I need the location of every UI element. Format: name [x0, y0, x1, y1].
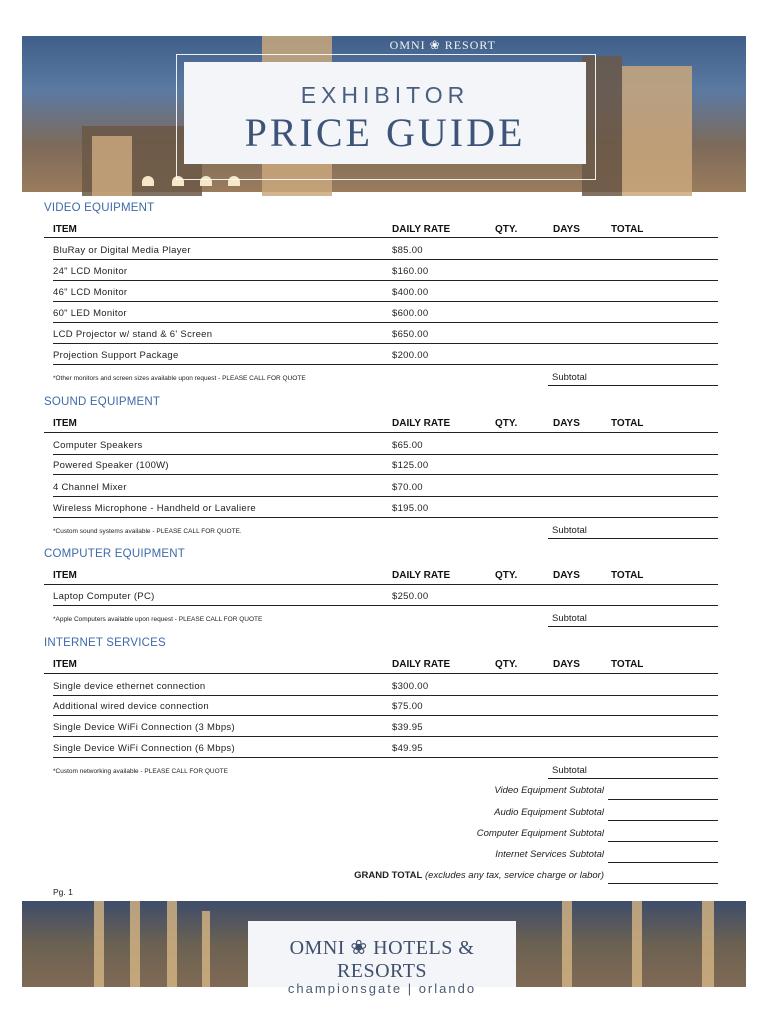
row-rule: [53, 695, 718, 696]
title-box: [184, 62, 586, 164]
item-rate: $650.00: [392, 329, 429, 340]
computer-subtotal-field[interactable]: [608, 841, 718, 842]
col-days: DAYS: [553, 659, 580, 670]
row-rule: [53, 364, 718, 365]
section-note: *Apple Computers available upon request - PLEASE CALL FOR QUOTE: [53, 616, 263, 623]
footer-logo-box: [248, 921, 516, 996]
col-daily-rate: DAILY RATE: [392, 659, 451, 670]
omni-resort-sign: OMNI ❀ RESORT: [389, 38, 496, 52]
section-note: *Custom networking available - PLEASE CALL FOR QUOTE: [53, 768, 228, 775]
item-rate: $250.00: [392, 591, 429, 602]
footer-location: championsgate | orlando: [287, 981, 477, 996]
audio-subtotal-field[interactable]: [608, 820, 718, 821]
row-rule: [53, 259, 718, 260]
col-total: TOTAL: [611, 659, 644, 670]
item-rate: $200.00: [392, 350, 429, 361]
grand-total-field[interactable]: [608, 883, 718, 884]
col-qty: QTY.: [495, 570, 518, 581]
row-rule: [53, 757, 718, 758]
col-daily-rate: DAILY RATE: [392, 570, 451, 581]
col-daily-rate: DAILY RATE: [392, 224, 451, 235]
col-daily-rate: DAILY RATE: [392, 418, 451, 429]
row-rule: [53, 454, 718, 455]
video-subtotal-label: Video Equipment Subtotal: [494, 785, 604, 796]
subtotal-field[interactable]: [548, 538, 718, 539]
item-rate: $600.00: [392, 308, 429, 319]
item-rate: $195.00: [392, 503, 429, 514]
section-title-internet: INTERNET SERVICES: [44, 637, 166, 649]
subtotal-label: Subtotal: [552, 613, 587, 624]
footer-banner: [22, 901, 746, 996]
section-title-video: VIDEO EQUIPMENT: [44, 202, 155, 214]
subtotal-label: Subtotal: [552, 765, 587, 776]
col-total: TOTAL: [611, 224, 644, 235]
col-item: ITEM: [53, 659, 77, 670]
grand-total-note: (excludes any tax, service charge or labor): [425, 870, 604, 881]
section-note: *Other monitors and screen sizes available upon request - PLEASE CALL FOR QUOTE: [53, 375, 306, 382]
section-note: *Custom sound systems available - PLEASE CALL FOR QUOTE.: [53, 528, 242, 535]
row-rule: [53, 474, 718, 475]
col-item: ITEM: [53, 418, 77, 429]
col-qty: QTY.: [495, 224, 518, 235]
header-banner: [22, 36, 746, 192]
item-rate: $85.00: [392, 245, 423, 256]
subtotal-label: Subtotal: [552, 372, 587, 383]
item-rate: $70.00: [392, 482, 423, 493]
row-rule: [53, 301, 718, 302]
item-name: Single Device WiFi Connection (6 Mbps): [53, 743, 235, 754]
item-name: 46" LCD Monitor: [53, 287, 128, 298]
item-name: Computer Speakers: [53, 440, 143, 451]
grand-total-title: GRAND TOTAL: [354, 870, 423, 881]
item-name: Wireless Microphone - Handheld or Lavaliere: [53, 503, 256, 514]
row-rule: [53, 496, 718, 497]
item-rate: $75.00: [392, 701, 423, 712]
subtotal-label: Subtotal: [552, 525, 587, 536]
section-title-sound: SOUND EQUIPMENT: [44, 396, 161, 408]
item-rate: $125.00: [392, 460, 429, 471]
row-rule: [53, 322, 718, 323]
item-rate: $300.00: [392, 681, 429, 692]
col-days: DAYS: [553, 224, 580, 235]
item-name: Single device ethernet connection: [53, 681, 206, 692]
col-item: ITEM: [53, 570, 77, 581]
item-name: 24" LCD Monitor: [53, 266, 128, 277]
header-rule: [44, 237, 718, 238]
item-rate: $39.95: [392, 722, 423, 733]
col-days: DAYS: [553, 570, 580, 581]
internet-subtotal-label: Internet Services Subtotal: [495, 849, 604, 860]
col-qty: QTY.: [495, 659, 518, 670]
row-rule: [53, 343, 718, 344]
item-name: LCD Projector w/ stand & 6' Screen: [53, 329, 213, 340]
item-rate: $400.00: [392, 287, 429, 298]
item-rate: $49.95: [392, 743, 423, 754]
item-name: 60" LED Monitor: [53, 308, 127, 319]
row-rule: [53, 715, 718, 716]
item-name: Powered Speaker (100W): [53, 460, 169, 471]
col-days: DAYS: [553, 418, 580, 429]
footer-brand: OMNI ❀ HOTELS & RESORTS: [289, 937, 475, 982]
subtotal-field[interactable]: [548, 778, 718, 779]
item-name: Laptop Computer (PC): [53, 591, 155, 602]
title-exhibitor: EXHIBITOR: [300, 82, 470, 108]
row-rule: [53, 517, 718, 518]
item-name: BluRay or Digital Media Player: [53, 245, 191, 256]
item-name: Additional wired device connection: [53, 701, 209, 712]
page-number: Pg. 1: [53, 887, 73, 897]
section-title-computer: COMPUTER EQUIPMENT: [44, 548, 185, 560]
item-rate: $65.00: [392, 440, 423, 451]
computer-subtotal-label: Computer Equipment Subtotal: [476, 828, 604, 839]
header-rule: [44, 584, 718, 585]
audio-subtotal-label: Audio Equipment Subtotal: [494, 807, 604, 818]
col-total: TOTAL: [611, 418, 644, 429]
subtotal-field[interactable]: [548, 626, 718, 627]
item-name: 4 Channel Mixer: [53, 482, 127, 493]
row-rule: [53, 280, 718, 281]
subtotal-field[interactable]: [548, 385, 718, 386]
item-name: Single Device WiFi Connection (3 Mbps): [53, 722, 235, 733]
col-qty: QTY.: [495, 418, 518, 429]
header-rule: [44, 673, 718, 674]
header-rule: [44, 432, 718, 433]
col-total: TOTAL: [611, 570, 644, 581]
video-subtotal-field[interactable]: [608, 799, 718, 800]
title-price-guide: PRICE GUIDE: [244, 110, 526, 155]
item-rate: $160.00: [392, 266, 429, 277]
row-rule: [53, 736, 718, 737]
item-name: Projection Support Package: [53, 350, 179, 361]
grand-total-label: [354, 870, 604, 881]
col-item: ITEM: [53, 224, 77, 235]
internet-subtotal-field[interactable]: [608, 862, 718, 863]
row-rule: [53, 605, 718, 606]
